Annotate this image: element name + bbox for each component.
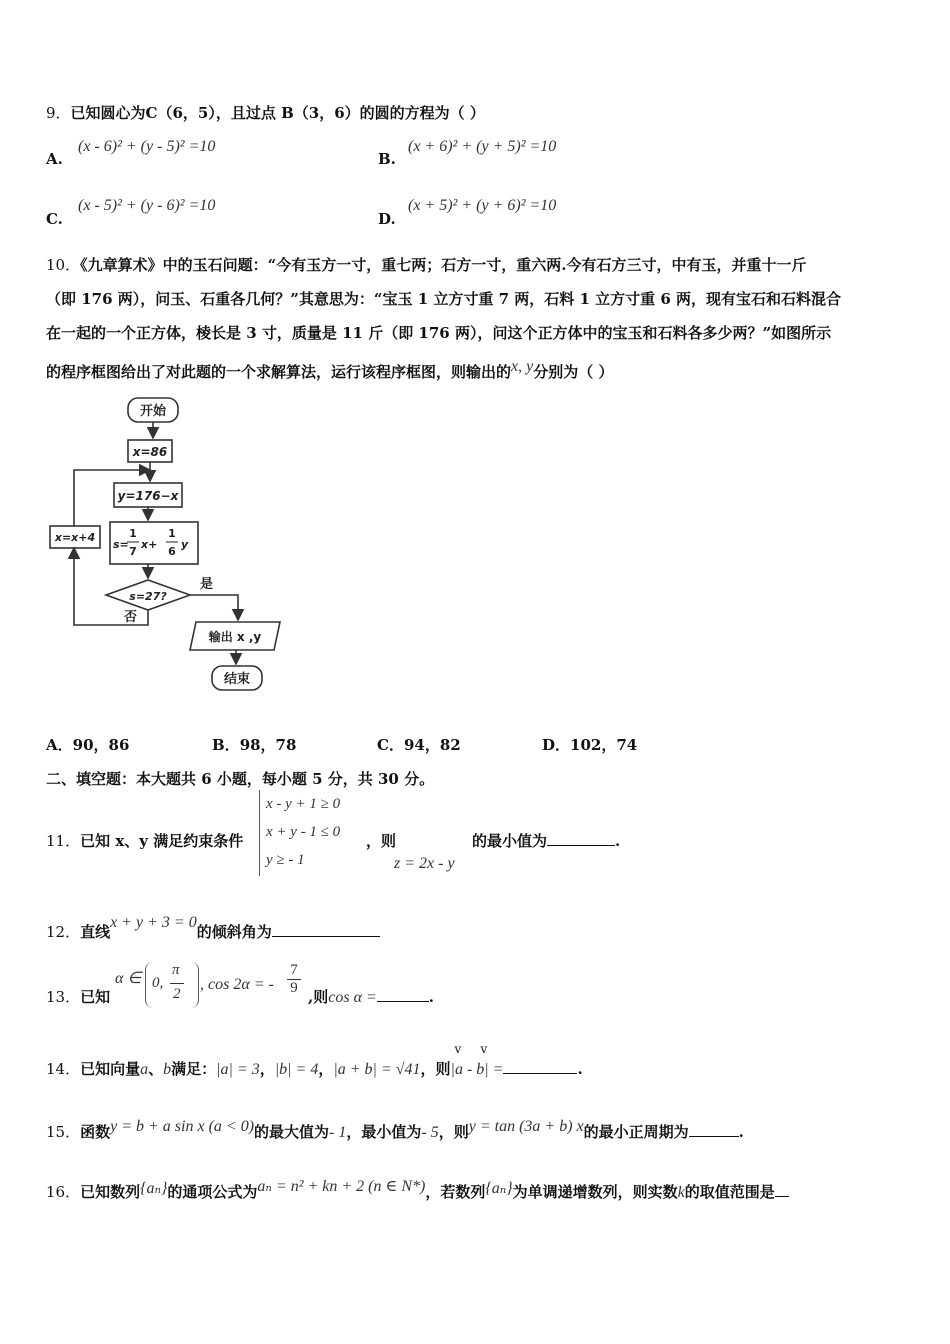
q11-text-a: 已知 x、y 满足约束条件 [80,832,244,850]
section2-heading: 二、填空题：本大题共 6 小题，每小题 5 分，共 30 分。 [46,770,435,788]
q13-stem-a [46,986,110,1007]
q9-option-a-label: A. [46,150,63,168]
q14-vec-a: a [140,1061,149,1078]
q16-text-b: 的通项公式为 [167,1183,258,1201]
q14-end: . [577,1060,583,1078]
q14-comma2: ， [318,1060,334,1078]
q11-text-c: 的最小值为 [472,832,548,850]
q9-number: 9． [46,104,71,122]
q14-cond1: |a| = 3 [216,1061,260,1078]
flow-frac2-den: 6 [168,545,176,558]
q15-tan-function: y = tan (3a + b) x [468,1118,584,1135]
q10-line1 [46,248,908,282]
q10-line2: （即 176 两），问玉、石重各几何？”其意思为：“宝玉 1 立方寸重 7 两，石料 1 立方寸重 6 两，现有宝石和石料混合 [46,290,842,308]
q13-text-a: 已知 [80,988,111,1006]
q10-option-d-value: 102，74 [570,736,638,754]
q12-number: 12． [46,923,81,941]
q16-stem [46,1176,789,1202]
q10-option-a [46,734,129,755]
q11-constraint-1: x - y + 1 ≥ 0 [266,796,341,812]
q13-end: . [428,988,434,1006]
q11-constraint-system [259,790,365,876]
q10-option-c [377,734,461,755]
q14-text-b: 满足： [171,1060,217,1078]
q9-option-d-expr: (x + 5)² + (y + 6)² =10 [408,197,557,214]
q13-interval-zero: 0, [152,975,164,991]
q9-option-b-label: B. [378,150,396,168]
q10-line4-text-b: 分别为（ ） [533,363,614,381]
flow-increment-label: x=x+4 [54,531,96,544]
q14-cond3: |a + b| = √41 [333,1061,421,1078]
q15-text-d: ，则 [438,1123,469,1141]
q14-arrow-b: v [480,1042,488,1056]
q11-number: 11． [46,832,81,850]
q10-option-d [542,734,637,755]
q14-vec-b: b [163,1061,172,1078]
q11-objective: z = 2x - y [394,855,455,872]
q12-text-a: 直线 [80,923,111,941]
q14-arrow-a: v [454,1042,462,1056]
q13-text-b-wrap [308,986,434,1007]
q16-number: 16． [46,1183,81,1201]
q15-text-a: 函数 [80,1123,111,1141]
q15-stem [46,1118,744,1142]
q10-option-c-value: 94，82 [403,736,461,754]
q15-text-c: ，最小值为 [346,1123,422,1141]
q13-alpha-in: α ∈ [115,970,142,987]
q13-interval-two: 2 [173,986,181,1002]
q13-interval [145,962,199,1008]
q11-text-c-wrap [472,830,620,851]
q14-comma1: ， [259,1060,275,1078]
q16-sequence-2: {aₙ} [485,1180,513,1197]
q10-line3: 在一起的一个正方体，棱长是 3 寸，质量是 11 斤（即 176 两），问这个正方体中的宝玉和石料各多少两？”如图所示 [46,324,832,342]
q9-option-c-label: C. [46,210,63,228]
q10-stem [46,248,908,389]
q16-k: k [677,1184,685,1201]
q16-text-c: ，若数列 [425,1183,486,1201]
q16-text-a: 已知数列 [80,1183,141,1201]
q12-text-b: 的倾斜角为 [196,923,272,941]
q13-frac-den: 9 [287,979,301,997]
q10-option-a-label: A． [46,736,73,754]
flow-yes-label: 是 [200,577,214,592]
q16-text-d: 为单调递增数列，则实数 [512,1183,678,1201]
q15-function: y = b + a sin x (a < 0) [110,1118,255,1135]
flow-s-suffix: y [181,538,189,551]
flow-frac2-num: 1 [168,527,176,540]
flow-s-prefix: s= [113,538,129,551]
q15-text-b: 的最大值为 [254,1123,330,1141]
flow-s-mid: x+ [141,538,158,551]
flow-frac1-num: 1 [129,527,137,540]
q14-text-a: 已知向量 [80,1060,141,1078]
q12-answer-blank[interactable] [272,922,380,937]
flow-end-label: 结束 [223,672,251,687]
flow-frac1-den: 7 [129,545,137,558]
q13-number: 13． [46,988,81,1006]
q13-answer-blank[interactable] [377,987,429,1002]
q13-frac [287,962,301,997]
q9-text: 已知圆心为C（6，5），且过点 B（3，6）的圆的方程为（ ） [70,104,485,122]
q13-interval-pi: π [172,962,180,978]
q10-option-b-label: B． [212,736,240,754]
q10-line1-text: 《九章算术》中的玉石问题：“今有玉方一寸，重七两；石方一寸，重六两.今有石方三寸，中有玉，并重十一斤 [80,256,807,274]
q14-text-c: ，则 [420,1060,451,1078]
q16-sequence: {aₙ} [140,1180,168,1197]
q16-formula: aₙ = n² + kn + 2 (n ∈ N*) [257,1178,426,1195]
q11-text-b: ，则 [366,832,397,850]
q10-vars: x, y [511,358,534,375]
q10-option-c-label: C． [377,736,404,754]
q10-flowchart [40,392,300,702]
q11-constraint-2: x + y - 1 ≤ 0 [266,824,341,840]
q12-stem [46,914,380,942]
q10-option-b-value: 98，78 [239,736,297,754]
q10-number: 10． [46,256,81,274]
q9-stem [46,102,485,123]
q14-target-wrap [450,1042,504,1078]
q11-end: . [615,832,621,850]
q12-line-expr: x + y + 3 = 0 [110,914,197,931]
q13-text-b: ,则 [308,988,329,1006]
q14-stem [46,1042,583,1079]
flow-output-label: 输出 x ,y [208,630,262,644]
q13-cosa: cos α = [328,989,377,1006]
q15-min: - 5 [421,1124,439,1141]
q11-answer-blank[interactable] [547,831,615,846]
q15-text-e: 的最小正周期为 [583,1123,689,1141]
q13-cos2a: , cos 2α = - [200,976,274,993]
q16-answer-blank[interactable] [775,1182,789,1197]
q10-option-a-value: 90，86 [72,736,130,754]
q10-option-b [212,734,296,755]
q10-line4-text-a: 的程序框图给出了对此题的一个求解算法，运行该程序框图，则输出的 [46,363,512,381]
q15-end: . [738,1123,744,1141]
q15-answer-blank[interactable] [689,1122,739,1137]
q10-option-d-label: D． [542,736,571,754]
q15-number: 15． [46,1123,81,1141]
q10-line4 [46,350,908,389]
q11-constraint-3: y ≥ - 1 [266,852,305,868]
q13-interval-bar [170,983,184,984]
flow-yes-arrow [190,595,238,620]
q9-option-d-label: D. [378,210,396,228]
flow-assign-y-label: y=176−x [117,489,179,503]
q9-option-a-expr: (x - 6)² + (y - 5)² =10 [78,138,216,155]
q9-option-c-expr: (x - 5)² + (y - 6)² =10 [78,197,216,214]
q15-max: - 1 [329,1124,347,1141]
q11-stem-a [46,830,243,851]
flow-start-label: 开始 [139,404,167,419]
flow-no-label: 否 [124,610,138,625]
q14-sep: 、 [148,1060,164,1078]
q14-answer-blank[interactable] [503,1059,577,1074]
q14-target: |a - b| = [450,1061,504,1078]
q14-number: 14． [46,1060,81,1078]
q14-cond2: |b| = 4 [274,1061,319,1078]
q16-text-e: 的取值范围是 [684,1183,775,1201]
q9-option-b-expr: (x + 6)² + (y + 5)² =10 [408,138,557,155]
flow-init-label: x=86 [132,445,168,459]
flow-decision-label: s=27? [129,590,167,603]
q13-frac-num: 7 [290,962,298,978]
